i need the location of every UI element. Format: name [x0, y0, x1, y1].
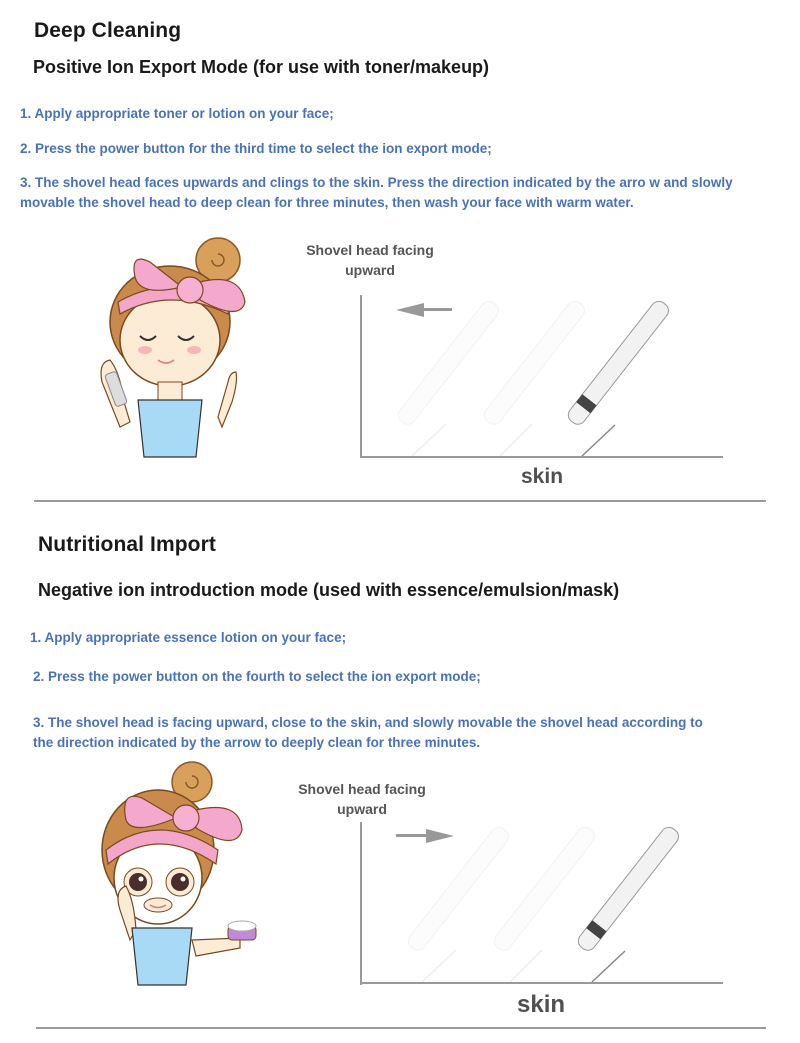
girl-toner-illustration	[90, 232, 250, 457]
device-pen-motion-icon	[400, 292, 760, 462]
section-subtitle: Positive Ion Export Mode (for use with toner/makeup)	[33, 57, 490, 77]
section-subtitle: Negative ion introduction mode (used with essence/emulsion/mask)	[38, 580, 620, 600]
step-1: 1. Apply appropriate toner or lotion on your face;	[20, 106, 334, 121]
diagram-skin-label: skin	[521, 465, 564, 488]
diagram-caption: Shovel head facing upward	[298, 781, 426, 817]
step-1: 1. Apply appropriate essence lotion on your face;	[30, 630, 347, 645]
step-2: 2. Press the power button on the fourth to select the ion export mode;	[33, 669, 481, 684]
step-3: 3. The shovel head is facing upward, close to the skin, and slowly movable the shovel head according to the direction indicated by the arrow to deeply clean for three minutes.	[33, 715, 703, 750]
section-divider	[34, 500, 766, 502]
step-3: 3. The shovel head faces upwards and clings to the skin. Press the direction indicated by the arro w and slowly movable the shovel head to deep clean for three minutes, then wash your face with warm water.	[20, 175, 733, 210]
device-pen-motion-icon	[410, 818, 770, 988]
girl-mask-illustration	[100, 760, 270, 985]
section-title: Nutritional Import	[38, 533, 216, 556]
section-divider	[36, 1027, 766, 1029]
diagram-caption: Shovel head facing upward	[306, 242, 434, 278]
diagram-skin-label: skin	[517, 991, 566, 1018]
diagram-y-axis	[360, 822, 362, 985]
section-title: Deep Cleaning	[34, 19, 182, 42]
diagram-y-axis	[360, 295, 362, 458]
step-2: 2. Press the power button for the third time to select the ion export mode;	[20, 141, 492, 156]
